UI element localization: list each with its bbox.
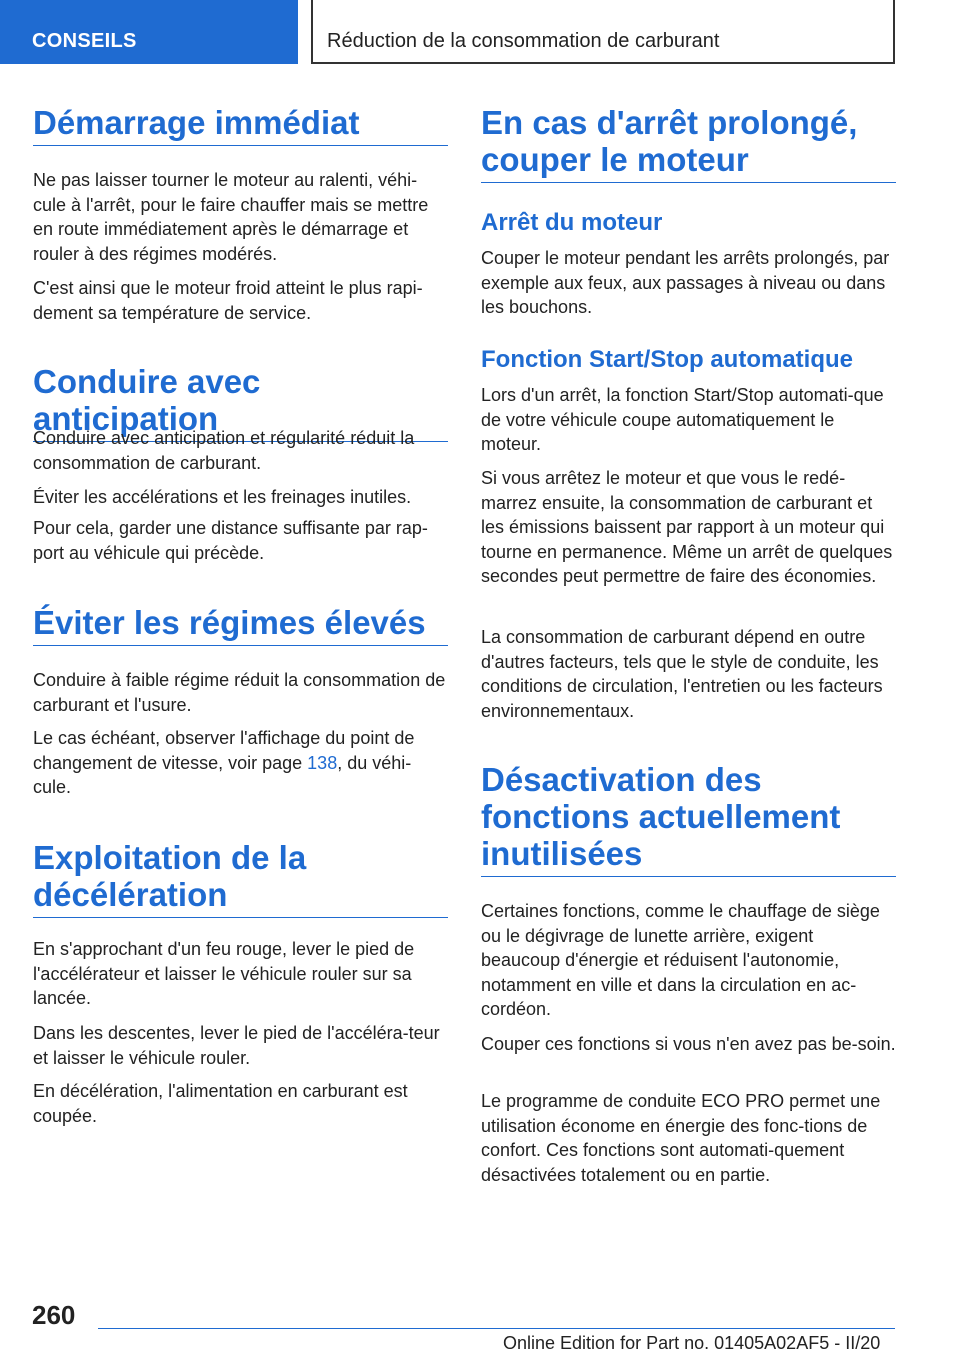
subheading-start-stop: Fonction Start/Stop automatique	[481, 346, 853, 373]
heading-eviter-regimes-eleves: Éviter les régimes élevés	[33, 604, 448, 646]
paragraph: Si vous arrêtez le moteur et que vous le redé‐marrez ensuite, la consommation de carburant et les émissions baissent par rapport à un moteur qui tourne en permanence. Même un arrêt de quelques secondes peut permettre de faire des économies.	[481, 468, 893, 586]
paragraph-text: Le cas échéant, observer l'affichage du point de changement de vitesse, voir page	[33, 728, 415, 773]
heading-arret-prolonge: En cas d'arrêt prolongé, couper le moteur	[481, 104, 896, 183]
heading-conduire-avec-anticipation: Conduire avec anticipation	[33, 363, 448, 442]
footer-divider	[98, 1328, 895, 1329]
paragraph: Conduire avec anticipation et régularité réduit la consommation de carburant.	[33, 428, 415, 473]
paragraph: Dans les descentes, lever le pied de l'accéléra‐teur et laisser le véhicule rouler.	[33, 1023, 440, 1068]
paragraph: Ne pas laisser tourner le moteur au ralenti, véhi‐cule à l'arrêt, pour le faire chauffer mais se mettre en route immédiatement après le démarrage et rouler à des régimes modérés.	[33, 170, 429, 264]
paragraph-text: , du véhi‐cule.	[33, 752, 412, 797]
page-number: 260	[32, 1300, 76, 1330]
paragraph: Pour cela, garder une distance suffisante par rap‐port au véhicule qui précède.	[33, 518, 428, 563]
paragraph: Couper le moteur pendant les arrêts prolongés, par exemple aux feux, aux passages à niveau ou dans les bouchons.	[481, 248, 890, 317]
paragraph: Éviter les accélérations et les freinages inutiles.	[33, 487, 412, 507]
paragraph: Conduire à faible régime réduit la consommation de carburant et l'usure.	[33, 670, 446, 715]
section-tab	[0, 0, 298, 64]
chapter-header	[311, 0, 895, 64]
paragraph: La consommation de carburant dépend en outre d'autres facteurs, tels que le style de conduite, les conditions de circulation, l'entretien ou les facteurs environnementaux.	[481, 627, 883, 721]
paragraph-with-page-reference	[33, 726, 448, 800]
paragraph: Le programme de conduite ECO PRO permet une utilisation économe en énergie des fonc‐tions de confort. Ces fonctions sont automati‐quement désactivées totalement ou en partie.	[481, 1091, 881, 1185]
heading-desactivation-fonctions: Désactivation des fonctions actuellement inutilisées	[481, 761, 896, 877]
heading-demarrage-immediat: Démarrage immédiat	[33, 104, 448, 146]
paragraph: Couper ces fonctions si vous n'en avez pas be‐soin.	[481, 1034, 896, 1054]
edition-note: Online Edition for Part no. 01405A02AF5 - II/20	[503, 1333, 881, 1353]
section-label: CONSEILS	[32, 30, 137, 52]
paragraph: Lors d'un arrêt, la fonction Start/Stop automati‐que de votre véhicule coupe automatiquement le moteur.	[481, 385, 884, 454]
paragraph: En décélération, l'alimentation en carburant est coupée.	[33, 1081, 408, 1126]
chapter-title: Réduction de la consommation de carburant	[327, 30, 720, 52]
paragraph: C'est ainsi que le moteur froid atteint le plus rapi‐dement sa température de service.	[33, 278, 423, 323]
page-reference-link[interactable]: 138	[307, 752, 338, 773]
heading-exploitation-deceleration: Exploitation de la décélération	[33, 839, 448, 918]
paragraph: En s'approchant d'un feu rouge, lever le pied de l'accélérateur et laisser le véhicule rouler sur sa lancée.	[33, 939, 415, 1008]
paragraph: Certaines fonctions, comme le chauffage de siège ou le dégivrage de lunette arrière, exigent beaucoup d'énergie et réduisent l'autonomie, notamment en ville et dans la circulation en ac‐cordéon.	[481, 901, 880, 1019]
subheading-arret-du-moteur: Arrêt du moteur	[481, 209, 663, 236]
